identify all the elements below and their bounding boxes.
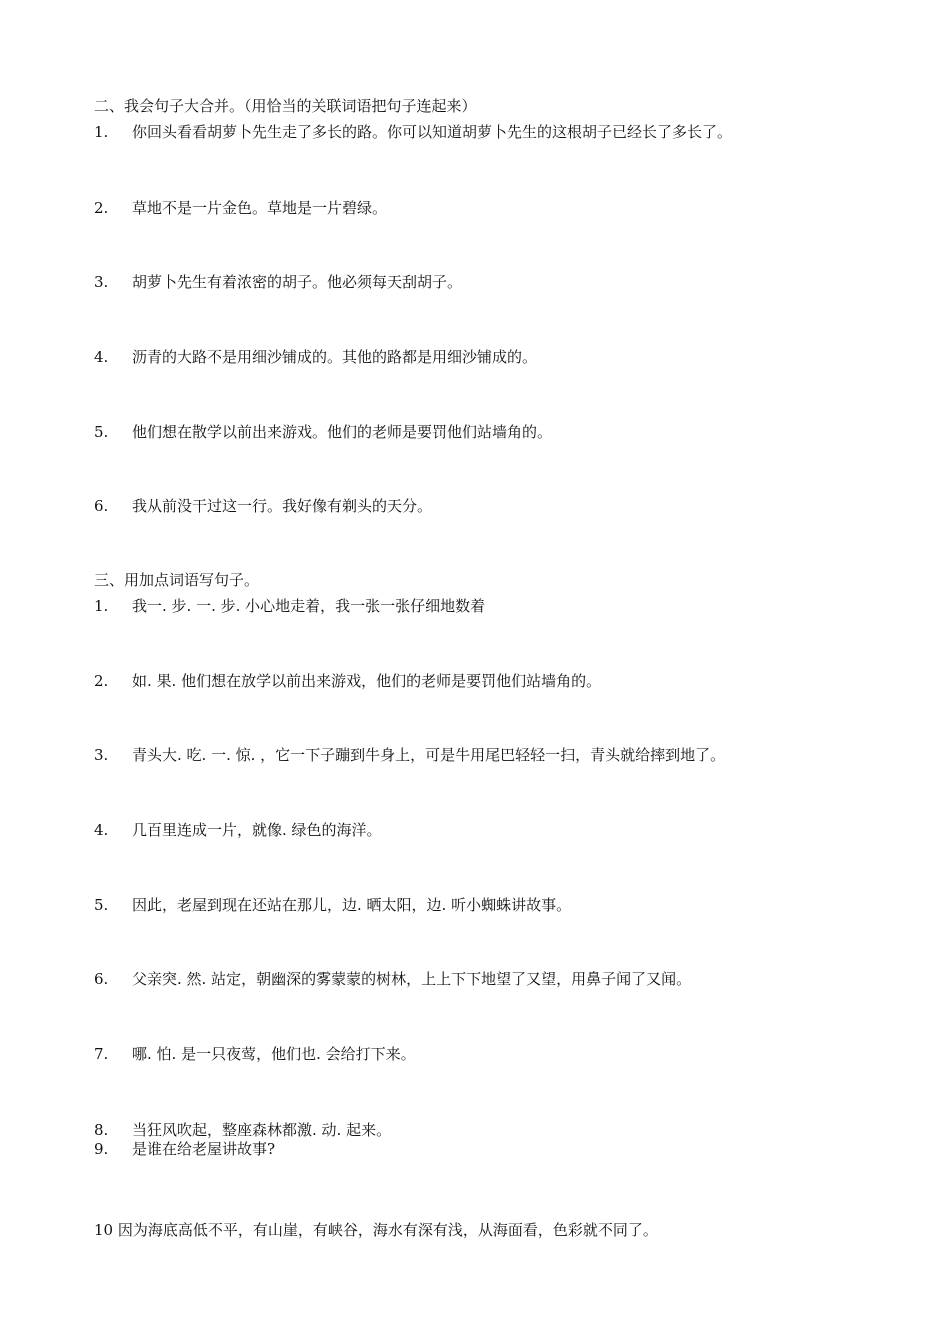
item-number: 2. bbox=[94, 199, 109, 217]
item-text: 我一. 步. 一. 步. 小心地走着，我一张一张仔细地数着 bbox=[132, 597, 486, 615]
item-text: 10 因为海底高低不平，有山崖，有峡谷，海水有深有浅，从海面看，色彩就不同了。 bbox=[94, 1221, 658, 1239]
section-3-heading: 三、用加点词语写句子。 bbox=[94, 571, 260, 589]
s2-item-2 bbox=[94, 198, 387, 218]
s3-item-4 bbox=[94, 820, 382, 840]
item-text: 我从前没干过这一行。我好像有剃头的天分。 bbox=[132, 497, 433, 515]
item-number: 3. bbox=[94, 746, 109, 764]
item-text: 哪. 怕. 是一只夜莺，他们也. 会给打下来。 bbox=[132, 1045, 416, 1063]
section-2-heading: 二、我会句子大合并。（用恰当的关联词语把句子连起来） bbox=[94, 97, 477, 115]
item-text: 父亲突. 然. 站定，朝幽深的雾蒙蒙的树林，上上下下地望了又望，用鼻子闻了又闻。 bbox=[132, 970, 692, 988]
s3-item-9 bbox=[94, 1139, 275, 1159]
item-text: 因此，老屋到现在还站在那儿，边. 晒太阳，边. 听小蜘蛛讲故事。 bbox=[132, 896, 572, 914]
s3-item-2 bbox=[94, 671, 601, 691]
item-number: 3. bbox=[94, 273, 109, 291]
item-number: 9. bbox=[94, 1140, 109, 1158]
item-text: 是谁在给老屋讲故事? bbox=[132, 1140, 276, 1158]
item-text: 胡萝卜先生有着浓密的胡子。他必须每天刮胡子。 bbox=[132, 273, 463, 291]
item-number: 8. bbox=[94, 1121, 109, 1139]
item-number: 1. bbox=[94, 597, 109, 615]
item-number: 4. bbox=[94, 348, 109, 366]
item-number: 6. bbox=[94, 970, 109, 988]
s3-item-1 bbox=[94, 596, 485, 616]
s3-item-3 bbox=[94, 745, 725, 765]
s2-item-5 bbox=[94, 422, 552, 442]
s3-item-5 bbox=[94, 895, 571, 915]
s3-item-10 bbox=[94, 1220, 658, 1240]
item-number: 5. bbox=[94, 896, 109, 914]
item-number: 4. bbox=[94, 821, 109, 839]
s3-item-7 bbox=[94, 1044, 416, 1064]
item-text: 青头大. 吃. 一. 惊. ，它一下子蹦到牛身上，可是牛用尾巴轻轻一扫，青头就给摔到地了。 bbox=[132, 746, 726, 764]
item-text: 草地不是一片金色。草地是一片碧绿。 bbox=[132, 199, 388, 217]
item-number: 5. bbox=[94, 423, 109, 441]
item-number: 2. bbox=[94, 672, 109, 690]
item-text: 他们想在散学以前出来游戏。他们的老师是要罚他们站墙角的。 bbox=[132, 423, 553, 441]
item-text: 你回头看看胡萝卜先生走了多长的路。你可以知道胡萝卜先生的这根胡子已经长了多长了。 bbox=[132, 123, 733, 141]
item-text: 如. 果. 他们想在放学以前出来游戏，他们的老师是要罚他们站墙角的。 bbox=[132, 672, 602, 690]
item-text: 几百里连成一片，就像. 绿色的海洋。 bbox=[132, 821, 382, 839]
item-text: 当狂风吹起，整座森林都激. 动. 起来。 bbox=[132, 1121, 392, 1139]
s3-item-6 bbox=[94, 969, 691, 989]
s3-item-8 bbox=[94, 1120, 391, 1140]
item-number: 1. bbox=[94, 123, 109, 141]
s2-item-4 bbox=[94, 347, 537, 367]
s2-item-6 bbox=[94, 496, 432, 516]
item-number: 7. bbox=[94, 1045, 109, 1063]
item-text: 沥青的大路不是用细沙铺成的。其他的路都是用细沙铺成的。 bbox=[132, 348, 538, 366]
item-number: 6. bbox=[94, 497, 109, 515]
s2-item-1 bbox=[94, 122, 732, 142]
s2-item-3 bbox=[94, 272, 462, 292]
